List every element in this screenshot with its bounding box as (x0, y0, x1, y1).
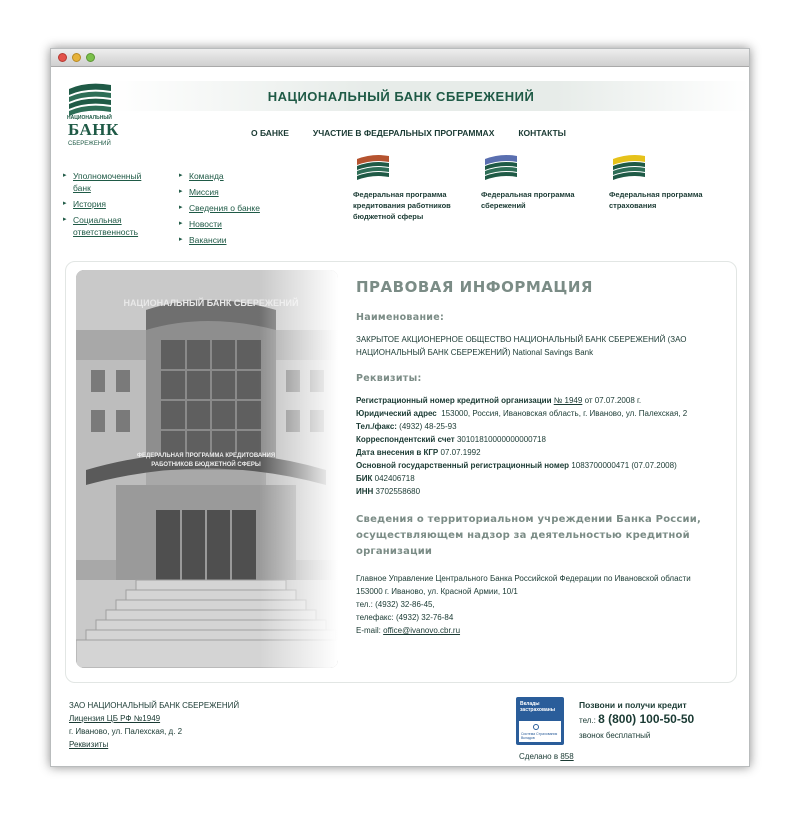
cbr-email-label: E-mail: (356, 626, 381, 635)
call-free-note: звонок бесплатный (579, 731, 651, 740)
call-phone-number[interactable]: 8 (800) 100-50-50 (598, 712, 695, 726)
menu-item-label: Команда (189, 171, 224, 181)
req-tel-value: (4932) 48-25-93 (399, 422, 457, 431)
cbr-line-phone: тел.: (4932) 32-86-45, (356, 600, 435, 609)
req-kgr-date (356, 446, 726, 459)
menu-item-label: Новости (189, 219, 222, 229)
menu-item-news[interactable] (179, 218, 289, 230)
content-panel (65, 261, 737, 683)
program-insurance-label: Федеральная программа страхования (609, 190, 703, 210)
menu-item-label: Уполномоченный банк (73, 171, 142, 193)
req-corr-account (356, 433, 726, 446)
req-inn (356, 485, 726, 498)
req-addr-value: 153000, Россия, Ивановская область, г. Иваново, ул. Палехская, 2 (441, 409, 688, 418)
menu-item-vacancies[interactable] (179, 234, 289, 246)
program-savings-icon (483, 153, 521, 183)
nav-about[interactable]: О БАНКЕ (251, 128, 289, 138)
window-titlebar (51, 49, 749, 67)
footer-requisites-link[interactable]: Реквизиты (69, 740, 109, 749)
req-date-label: Дата внесения в КГР (356, 448, 439, 457)
cbr-line-name: Главное Управление Центрального Банка Российской Федерации по Ивановской области (356, 574, 691, 583)
name-text: ЗАКРЫТОЕ АКЦИОНЕРНОЕ ОБЩЕСТВО НАЦИОНАЛЬНЫЙ БАНК СБЕРЕЖЕНИЙ (ЗАО НАЦИОНАЛЬНЫЙ БАНК СБЕРЕЖЕНИЙ) National Savings Bank (356, 335, 687, 357)
site-title: НАЦИОНАЛЬНЫЙ БАНК СБЕРЕЖЕНИЙ (267, 89, 535, 104)
footer-address: г. Иваново, ул. Палехская, д. 2 (69, 727, 183, 736)
req-reg-number-link[interactable]: № 1949 (553, 396, 583, 405)
logo-text-small: НАЦИОНАЛЬНЫЙ (67, 115, 112, 121)
req-ogrn (356, 459, 726, 472)
deposit-insurance-badge[interactable] (516, 697, 564, 745)
cbr-line-email (356, 624, 706, 637)
top-navigation (251, 128, 566, 138)
maximize-window-icon[interactable] (86, 53, 95, 62)
minimize-window-icon[interactable] (72, 53, 81, 62)
cbr-heading: Сведения о территориальном учреждении Банка России, осуществляющем надзор за деятельностью кредитной организации (356, 514, 701, 557)
cbr-line-fax: телефакс: (4932) 32-76-84 (356, 613, 454, 622)
menu-item-label: История (73, 199, 106, 209)
legal-info-content (356, 278, 726, 637)
menu-item-mission[interactable] (179, 186, 289, 198)
program-insurance-icon (611, 153, 649, 183)
req-addr-label: Юридический адрес (356, 409, 437, 418)
menu-item-bank-info[interactable] (179, 202, 289, 214)
insurance-logo-icon (533, 724, 539, 730)
req-registration (356, 394, 726, 407)
req-phone (356, 420, 726, 433)
req-tel-label: Тел./факс: (356, 422, 397, 431)
nav-federal-programs[interactable]: УЧАСТИЕ В ФЕДЕРАЛЬНЫХ ПРОГРАММАХ (312, 128, 495, 138)
req-bik-value: 042406718 (374, 474, 415, 483)
menu-item-team[interactable] (179, 170, 289, 182)
nav-contacts[interactable]: КОНТАКТЫ (518, 128, 567, 138)
requisites-heading: Реквизиты: (356, 373, 422, 384)
program-insurance[interactable] (609, 153, 729, 211)
program-credit[interactable] (353, 153, 473, 222)
req-ogrn-value: 1083700000471 (07.07.2008) (571, 461, 677, 470)
made-by (519, 752, 574, 761)
call-title: Позвони и получи кредит (579, 700, 687, 710)
menu-item-label: Миссия (189, 187, 219, 197)
call-block (579, 699, 694, 742)
menu-item-history[interactable] (63, 198, 153, 210)
requisites-list (356, 394, 726, 498)
menu-item-authorized-bank[interactable] (63, 170, 153, 194)
menu-item-label: Социальная ответственность (73, 215, 139, 237)
program-savings[interactable] (481, 153, 601, 211)
cbr-line-address: 153000 г. Иваново, ул. Красной Армии, 10/1 (356, 587, 518, 596)
call-phone-line (579, 711, 694, 729)
cbr-info (356, 572, 706, 637)
browser-window (50, 48, 750, 767)
logo-text-sub: СБЕРЕЖЕНИЙ (68, 141, 111, 147)
req-inn-label: ИНН (356, 487, 374, 496)
req-reg-date: от 07.07.2008 г. (584, 396, 642, 405)
req-address (356, 407, 726, 420)
footer-license-link[interactable]: Лицензия ЦБ РФ №1949 (69, 714, 161, 723)
req-date-value: 07.07.1992 (440, 448, 481, 457)
badge-subtitle: Система Страхования Вкладов (521, 732, 558, 740)
made-by-prefix: Сделано в (519, 752, 559, 761)
logo-text-big: БАНК (68, 120, 119, 139)
page-title: ПРАВОВАЯ ИНФОРМАЦИЯ (356, 278, 593, 296)
req-bik (356, 472, 726, 485)
req-corr-value: 30101810000000000718 (456, 435, 546, 444)
req-inn-value: 3702558680 (375, 487, 421, 496)
program-credit-icon (355, 153, 393, 183)
logo-stripes-icon (67, 79, 117, 119)
close-window-icon[interactable] (58, 53, 67, 62)
req-corr-label: Корреспондентский счет (356, 435, 455, 444)
menu-item-social-responsibility[interactable] (63, 214, 153, 238)
req-bik-label: БИК (356, 474, 373, 483)
req-reg-label: Регистрационный номер кредитной организации (356, 396, 552, 405)
badge-title: Вклады застрахованы (520, 701, 556, 713)
footer-info (69, 699, 239, 751)
cbr-email-link[interactable]: office@ivanovo.cbr.ru (383, 626, 461, 635)
call-phone-prefix: тел.: (579, 716, 596, 725)
menu-item-label: Сведения о банке (189, 203, 260, 213)
req-ogrn-label: Основной государственный регистрационный номер (356, 461, 570, 470)
menu-left (63, 170, 153, 242)
web-page (51, 67, 750, 767)
name-heading: Наименование: (356, 312, 445, 323)
footer-org-name: ЗАО НАЦИОНАЛЬНЫЙ БАНК СБЕРЕЖЕНИЙ (69, 701, 240, 710)
program-savings-label: Федеральная программа сбережений (481, 190, 575, 210)
made-by-link[interactable]: 858 (560, 752, 574, 761)
program-credit-label: Федеральная программа кредитования работников бюджетной сферы (353, 190, 451, 221)
menu-item-label: Вакансии (189, 235, 227, 245)
menu-middle (179, 170, 289, 250)
bank-building-photo (76, 270, 338, 668)
